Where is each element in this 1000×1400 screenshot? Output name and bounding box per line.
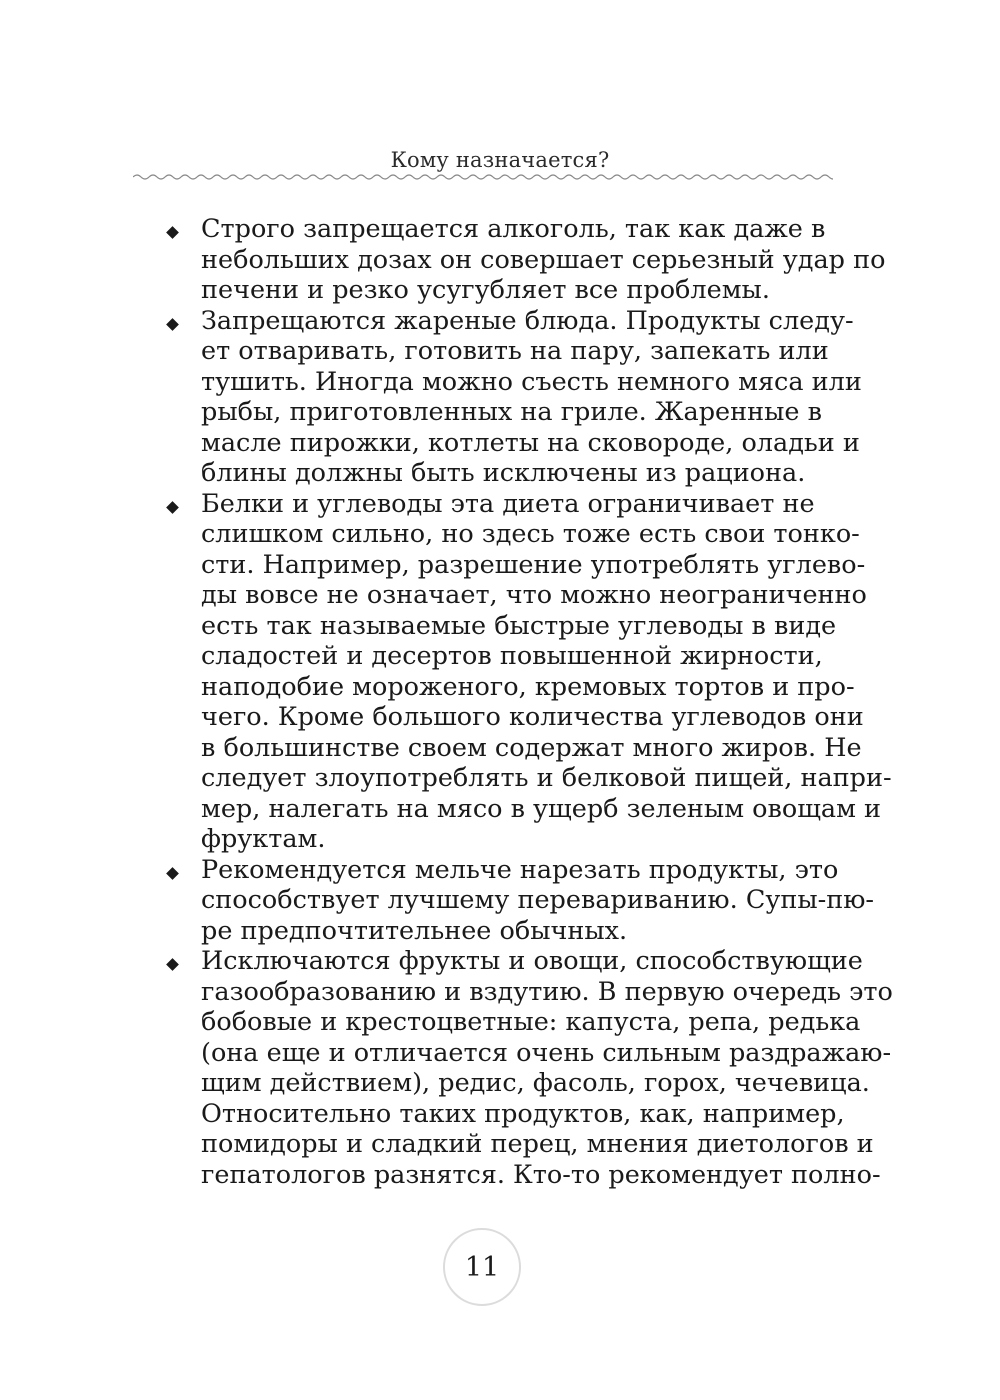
text-line: печени и резко усугубляет все проблемы. — [201, 275, 770, 305]
text-line: следует злоупотреблять и белковой пищей, напри- — [201, 763, 892, 793]
text-line: Исключаются фрукты и овощи, способствующие — [201, 946, 863, 976]
text-line: чего. Кроме большого количества углеводов они — [201, 702, 864, 732]
text-line: способствует лучшему перевариванию. Супы-пю- — [201, 885, 875, 915]
diamond-bullet-icon — [166, 501, 179, 514]
text-line: блины должны быть исключены из рациона. — [201, 458, 806, 488]
text-line: в большинстве своем содержат много жиров. Не — [201, 732, 862, 763]
text-line: рыбы, приготовленных на гриле. Жаренные в — [201, 397, 822, 427]
text-line: (она еще и отличается очень сильным раздражаю- — [201, 1037, 892, 1068]
running-header: Кому назначается? — [390, 148, 610, 172]
text-line: помидоры и сладкий перец, мнения диетологов и — [201, 1129, 874, 1159]
text-line: бобовые и крестоцветные: капуста, репа, редька — [201, 1007, 861, 1037]
page-number-badge — [443, 1228, 521, 1306]
text-line: Запрещаются жареные блюда. Продукты следу- — [201, 305, 854, 336]
text-line: есть так называемые быстрые углеводы в виде — [201, 610, 837, 641]
list-item — [168, 305, 862, 489]
body-text — [168, 214, 893, 1190]
list-item — [168, 488, 892, 855]
page-number: 11 — [464, 1251, 500, 1283]
text-line: мер, налегать на мясо в ущерб зеленым овощам и — [201, 793, 882, 824]
text-line: ре предпочтительнее обычных. — [201, 915, 628, 946]
list-item — [168, 946, 893, 1190]
text-line: слишком сильно, но здесь тоже есть свои тонко- — [201, 519, 860, 549]
text-line: газообразованию и вздутию. В первую очередь это — [201, 976, 893, 1007]
diamond-bullet-icon — [166, 867, 179, 880]
text-line: ет отваривать, готовить на пару, запекать или — [201, 336, 829, 366]
text-line: сладостей и десертов повышенной жирности, — [201, 641, 823, 671]
text-line: Белки и углеводы эта диета ограничивает не — [201, 488, 815, 519]
text-line: фруктам. — [201, 824, 326, 854]
list-item — [168, 854, 875, 947]
diamond-bullet-icon — [166, 226, 179, 239]
text-line: Относительно таких продуктов, как, например, — [201, 1098, 845, 1129]
text-line: тушить. Иногда можно съесть немного мяса или — [201, 366, 862, 397]
diamond-bullet-icon — [166, 958, 179, 971]
text-line: наподобие мороженого, кремовых тортов и про- — [201, 671, 855, 702]
text-line: Рекомендуется мельче нарезать продукты, это — [201, 854, 839, 885]
diamond-bullet-icon — [166, 318, 179, 331]
text-line: масле пирожки, котлеты на сковороде, оладьи и — [201, 427, 860, 458]
list-item — [168, 214, 886, 306]
text-line: щим действием), редис, фасоль, горох, чечевица. — [201, 1068, 870, 1098]
text-line: ды вовсе не означает, что можно неограниченно — [201, 580, 867, 610]
text-line: сти. Например, разрешение употреблять углево- — [201, 549, 866, 580]
text-line: гепатологов разнятся. Кто-то рекомендует полно- — [201, 1159, 881, 1190]
text-line: небольших дозах он совершает серьезный удар по — [201, 244, 886, 275]
text-line: Строго запрещается алкоголь, так как даже в — [201, 214, 826, 244]
wavy-divider — [133, 172, 833, 182]
